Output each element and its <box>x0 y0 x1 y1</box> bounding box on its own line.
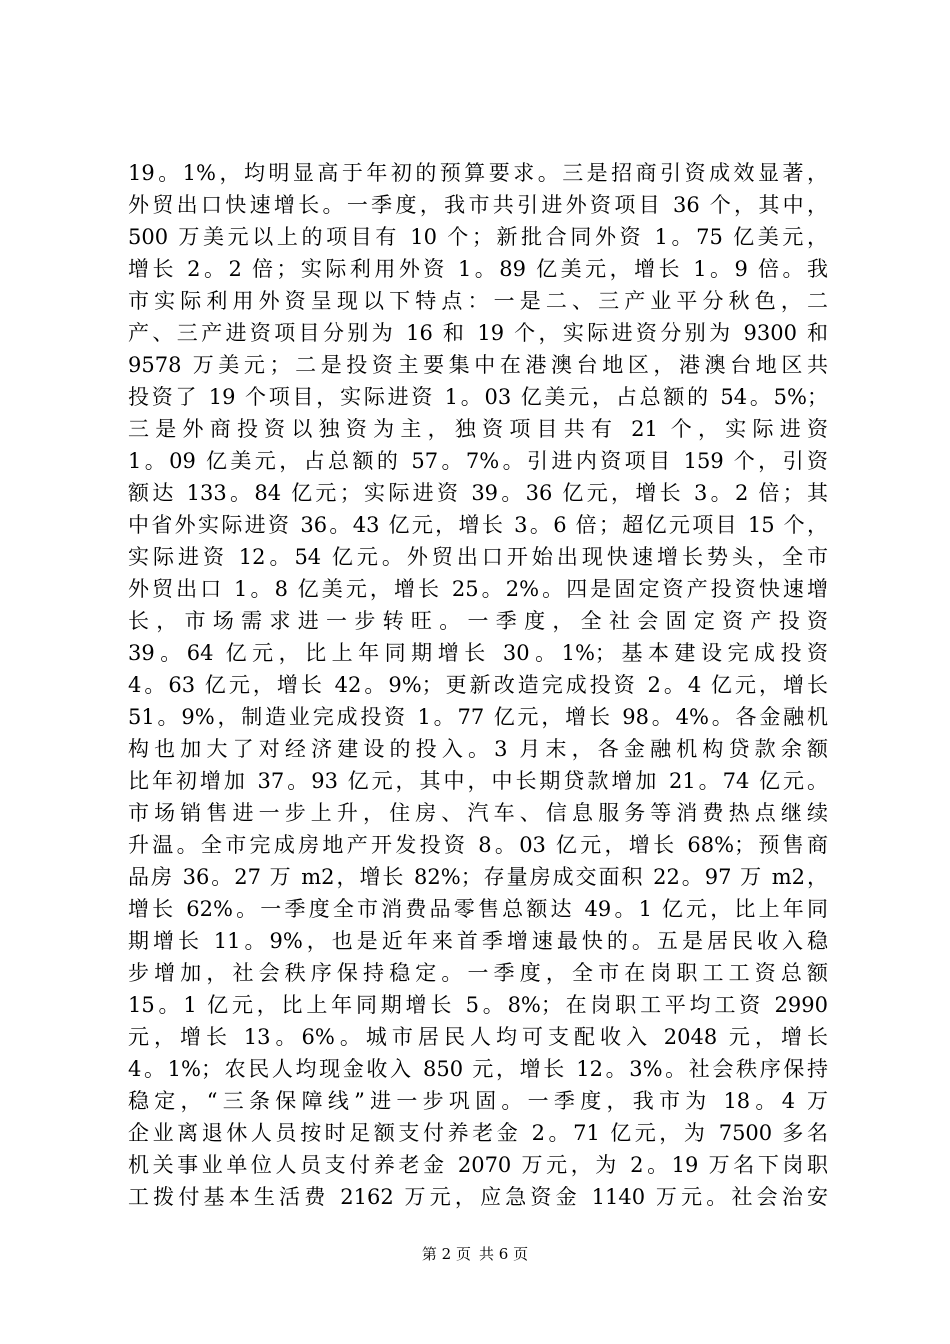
text-line: 增长 62%。一季度全市消费品零售总额达 49。1 亿元，比上年同 <box>128 897 828 921</box>
text-line: 增长 2。2 倍；实际利用外资 1。89 亿美元，增长 1。9 倍。我 <box>128 257 828 281</box>
text-line: 企业离退休人员按时足额支付养老金 2。71 亿元，为 7500 多名 <box>128 1121 828 1145</box>
text-line: 15。1 亿元，比上年同期增长 5。8%；在岗职工平均工资 2990 <box>128 993 828 1017</box>
text-line: 4。1%；农民人均现金收入 850 元，增长 12。3%。社会秩序保持 <box>128 1057 828 1081</box>
text-line: 39。64 亿元，比上年同期增长 30。1%；基本建设完成投资 <box>128 641 828 665</box>
text-line: 市场销售进一步上升，住房、汽车、信息服务等消费热点继续 <box>128 801 828 825</box>
text-line: 长，市场需求进一步转旺。一季度，全社会固定资产投资 <box>128 609 828 633</box>
text-line: 中省外实际进资 36。43 亿元，增长 3。6 倍；超亿元项目 15 个， <box>128 513 828 537</box>
text-line: 稳定，“三条保障线”进一步巩固。一季度，我市为 18。4 万 <box>128 1089 828 1113</box>
text-line: 19。1%，均明显高于年初的预算要求。三是招商引资成效显著， <box>128 161 828 185</box>
text-line: 机关事业单位人员支付养老金 2070 万元，为 2。19 万名下岗职 <box>128 1153 828 1177</box>
text-line: 比年初增加 37。93 亿元，其中，中长期贷款增加 21。74 亿元。 <box>128 769 828 793</box>
text-line: 外贸出口快速增长。一季度，我市共引进外资项目 36 个，其中， <box>128 193 828 217</box>
text-line: 51。9%，制造业完成投资 1。77 亿元，增长 98。4%。各金融机 <box>128 705 828 729</box>
page-number: 第 2 页 <box>421 1245 471 1263</box>
total-pages: 共 6 页 <box>479 1245 529 1263</box>
page-footer <box>0 1244 950 1264</box>
text-line: 市实际利用外资呈现以下特点：一是二、三产业平分秋色，二 <box>128 289 828 313</box>
text-line: 投资了 19 个项目，实际进资 1。03 亿美元，占总额的 54。5%； <box>128 385 828 409</box>
text-line: 品房 36。27 万 m2，增长 82%；存量房成交面积 22。97 万 m2， <box>128 865 828 889</box>
text-line: 三是外商投资以独资为主，独资项目共有 21 个，实际进资 <box>128 417 828 441</box>
text-line: 1。09 亿美元，占总额的 57。7%。引进内资项目 159 个，引资 <box>128 449 828 473</box>
text-line: 额达 133。84 亿元；实际进资 39。36 亿元，增长 3。2 倍；其 <box>128 481 828 505</box>
text-line: 构也加大了对经济建设的投入。3 月末，各金融机构贷款余额 <box>128 737 828 761</box>
text-line: 元，增长 13。6%。城市居民人均可支配收入 2048 元，增长 <box>128 1025 828 1049</box>
text-line: 4。63 亿元，增长 42。9%；更新改造完成投资 2。4 亿元，增长 <box>128 673 828 697</box>
text-line: 外贸出口 1。8 亿美元，增长 25。2%。四是固定资产投资快速增 <box>128 577 828 601</box>
text-line: 工拨付基本生活费 2162 万元，应急资金 1140 万元。社会治安 <box>128 1185 828 1209</box>
text-line: 产、三产进资项目分别为 16 和 19 个，实际进资分别为 9300 和 <box>128 321 828 345</box>
text-line: 步增加，社会秩序保持稳定。一季度，全市在岗职工工资总额 <box>128 961 828 985</box>
text-line: 升温。全市完成房地产开发投资 8。03 亿元，增长 68%；预售商 <box>128 833 828 857</box>
text-line: 500 万美元以上的项目有 10 个；新批合同外资 1。75 亿美元， <box>128 225 828 249</box>
text-line: 实际进资 12。54 亿元。外贸出口开始出现快速增长势头，全市 <box>128 545 828 569</box>
body-text <box>128 157 828 1213</box>
text-line: 9578 万美元；二是投资主要集中在港澳台地区，港澳台地区共 <box>128 353 828 377</box>
text-line: 期增长 11。9%，也是近年来首季增速最快的。五是居民收入稳 <box>128 929 828 953</box>
